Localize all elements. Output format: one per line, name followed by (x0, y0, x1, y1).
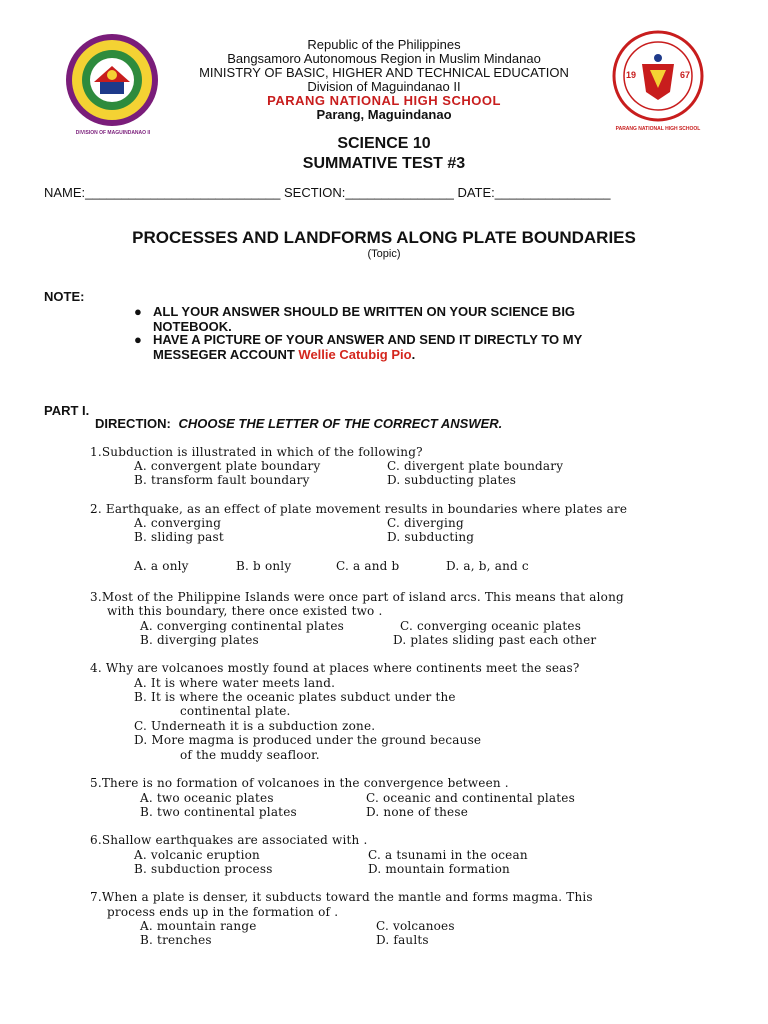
question-6-stem: 6.Shallow earthquakes are associated with . (90, 833, 368, 847)
bullet-icon: ● (134, 304, 142, 319)
note-bullet-1-line-1: ALL YOUR ANSWER SHOULD BE WRITTEN ON YOUR SCIENCE BIG (153, 304, 576, 319)
option-a: A. volcanic eruption (134, 848, 260, 862)
direction-text: CHOOSE THE LETTER OF THE CORRECT ANSWER. (178, 416, 503, 431)
option-c: C. oceanic and continental plates (366, 791, 575, 805)
topic-caption: (Topic) (367, 248, 401, 260)
question-3-stem-line-1: 3.Most of the Philippine Islands were once part of island arcs. This means that along (90, 590, 624, 604)
question-6 (0, 833, 768, 878)
question-2-stem: 2. Earthquake, as an effect of plate movement results in boundaries where plates are (90, 502, 628, 516)
option-a: A. mountain range (140, 919, 257, 933)
option-b-line-2: continental plate. (180, 704, 291, 718)
right-seal-text: PARANG NATIONAL HIGH SCHOOL (615, 126, 701, 132)
option-d: D. faults (376, 933, 429, 947)
option-d-line-1: D. More magma is produced under the ground because (134, 733, 482, 747)
option-c: C. converging oceanic plates (400, 619, 582, 633)
option-d: D. plates sliding past each other (393, 633, 597, 647)
note-bullet-1 (134, 304, 575, 334)
question-3 (0, 590, 768, 650)
option-b: B. diverging plates (140, 633, 259, 647)
question-5 (0, 776, 768, 821)
question-7 (0, 890, 768, 950)
direction-label: DIRECTION: (95, 416, 171, 431)
direction-line (95, 416, 502, 431)
note-label: NOTE: (44, 289, 85, 304)
question-3-stem-line-2: with this boundary, there once existed two . (107, 604, 383, 618)
bullet-icon: ● (134, 332, 142, 347)
question-2 (0, 502, 768, 582)
option-d: D. subducting plates (387, 473, 517, 487)
part-label: PART I. (44, 403, 90, 418)
note-bullet-2-line-1: HAVE A PICTURE OF YOUR ANSWER AND SEND IT DIRECTLY TO MY (153, 332, 583, 347)
right-seal-year-left: 19 (626, 70, 637, 80)
school-location: Parang, Maguindanao (316, 107, 452, 122)
test-title: SUMMATIVE TEST #3 (302, 155, 466, 172)
student-info-fields: NAME:___________________________ SECTION:_______________ DATE:________________ (44, 185, 611, 200)
option-d: D. none of these (366, 805, 469, 819)
question-4-stem: 4. Why are volcanoes mostly found at places where continents meet the seas? (90, 661, 580, 675)
option-b: B. trenches (140, 933, 212, 947)
right-seal-year-right: 67 (680, 70, 691, 80)
option-c: C. diverging (387, 516, 464, 530)
school-name: PARANG NATIONAL HIGH SCHOOL (267, 93, 501, 108)
question-1 (0, 445, 768, 490)
option-c: C. a tsunami in the ocean (368, 848, 528, 862)
option-b: B. transform fault boundary (134, 473, 310, 487)
option-c: C. divergent plate boundary (387, 459, 564, 473)
option-b: B. two continental plates (140, 805, 297, 819)
header-line-ministry: MINISTRY OF BASIC, HIGHER AND TECHNICAL EDUCATION (199, 65, 569, 80)
option-d: D. mountain formation (368, 862, 510, 876)
header-line-republic: Republic of the Philippines (307, 37, 461, 52)
left-seal-text: DIVISION OF MAGUINDANAO II (75, 130, 151, 136)
choice-1: A. a only (134, 559, 189, 573)
choice-2: B. b only (236, 559, 292, 573)
option-c: C. volcanoes (376, 919, 455, 933)
option-b: B. sliding past (134, 530, 224, 544)
option-a: A. two oceanic plates (140, 791, 274, 805)
subject-title: SCIENCE 10 (337, 135, 431, 152)
option-c: C. Underneath it is a subduction zone. (134, 719, 376, 733)
note-bullet-1-line-2: NOTEBOOK. (153, 319, 232, 334)
option-d: D. subducting (387, 530, 475, 544)
option-a: A. converging (134, 516, 222, 530)
question-1-stem: 1.Subduction is illustrated in which of the following? (90, 445, 423, 459)
question-7-stem-line-2: process ends up in the formation of . (107, 905, 339, 919)
option-a: A. It is where water meets land. (134, 676, 336, 690)
header-line-region: Bangsamoro Autonomous Region in Muslim Mindanao (227, 51, 541, 66)
choice-4: D. a, b, and c (446, 559, 529, 573)
question-7-stem-line-1: 7.When a plate is denser, it subducts toward the mantle and forms magma. This (90, 890, 593, 904)
messenger-account-name: Wellie Catubig Pio (298, 347, 412, 362)
option-b-line-1: B. It is where the oceanic plates subduct under the (134, 690, 456, 704)
choice-3: C. a and b (336, 559, 400, 573)
note-bullet-2 (134, 332, 582, 362)
header-line-division: Division of Maguindanao II (307, 79, 461, 94)
question-5-stem: 5.There is no formation of volcanoes in the convergence between . (90, 776, 509, 790)
option-d-line-2: of the muddy seafloor. (180, 748, 320, 762)
option-a: A. convergent plate boundary (134, 459, 321, 473)
option-a: A. converging continental plates (140, 619, 345, 633)
topic-title: PROCESSES AND LANDFORMS ALONG PLATE BOUNDARIES (132, 228, 636, 247)
question-4 (0, 661, 768, 766)
option-b: B. subduction process (134, 862, 273, 876)
note-bullet-2-line-2: MESSEGER ACCOUNT Wellie Catubig Pio. (153, 347, 416, 362)
